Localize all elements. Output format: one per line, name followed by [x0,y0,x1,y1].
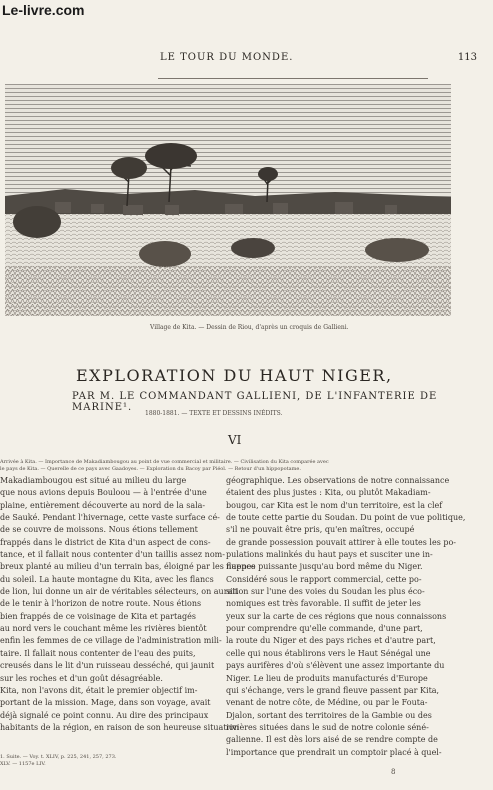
text-column-left [0,475,256,732]
text-line: plaine, entièrement découverte au nord de la sala- [0,500,206,510]
chapter-summary [0,459,456,473]
text-line: que nous avions depuis Bouloou — à l'entrée d'une [0,488,207,498]
text-line: fluence puissante jusqu'au bord même du Niger. [226,562,423,572]
text-line: étaient des plus justes : Kita, ou plutôt Makadiam- [226,488,431,498]
text-line: qui s'échange, vers le grand fleuve passent par Kita, [226,685,440,695]
text-line: la route du Niger et des pays riches et d'autre part, [226,636,436,646]
article-subtitle: PAR M. LE COMMANDANT GALLIENI, DE L'INFANTERIE DE MARINE¹. [72,391,438,413]
illustration-caption: Village de Kita. — Dessin de Riou, d'après un croquis de Gallieni. [150,324,349,331]
watermark: Le-livre.com [2,2,85,18]
running-title: LE TOUR DU MONDE. [160,52,294,63]
text-line: pulations malinkés du haut pays et susciter une in- [226,550,433,560]
summary-line: le pays de Kita. — Querelle de ce pays avec Gaadoyes. — Exploration du Bacoy par Piéol. — Retour d'un hippopotame. [0,466,301,472]
text-line: celle qui nous établirons vers le Haut Sénégal une [226,648,431,658]
text-line: nomiques est très favorable. Il suffit de jeter les [226,599,421,609]
text-line: du soleil. La haute montagne du Kita, avec les flancs [0,574,214,584]
footnote-line: XLV. — 1157e LIV. [0,761,46,767]
header-rule [158,78,428,79]
text-line: de Sauké. Pendant l'hivernage, cette vaste surface cé- [0,513,220,523]
text-line: de se couvre de moissons. Nous étions tellement [0,525,198,535]
text-line: venant de notre côte, de Médine, ou par le Fouta- [226,698,428,708]
text-line: sition sur l'une des voies du Soudan les plus éco- [226,587,425,597]
illustration [5,84,451,316]
text-line: de lion, lui donne un air de véritables sélecteurs, on aurait [0,587,239,597]
text-line: Makadiambougou est situé au milieu du large [0,476,187,485]
text-line: Kita, non l'avons dit, était le premier objectif im- [0,685,198,695]
text-line: rivières situées dans le sud de notre colonie séné- [226,722,429,732]
text-line: galienne. Il est dès lors aisé de se rendre compte de [226,735,438,745]
text-line: sur les roches et d'un goût désagréable. [0,673,163,683]
text-column-right [226,475,466,757]
text-line: pays aurifères d'où s'élèvent une assez importante du [226,661,445,671]
summary-line: Arrivée à Kita. — Importance de Makadiambougou au point de vue commercial et militaire. — Civilisation du Kita comparée avec [0,459,329,465]
text-line: au nord vers le couchant même les rivières bientôt [0,624,207,634]
footnote-line: 1. Suite. — Voy. t. XLIV, p. 225, 241, 257, 273. [0,754,117,760]
text-line: pour comprendre qu'elle commande, d'une part, [226,624,423,634]
text-line: Considéré sous le rapport commercial, cette po- [226,574,422,584]
text-line: frappés dans le district de Kita d'un aspect de cons- [0,537,211,547]
text-line: portant de la mission. Mage, dans son voyage, avait [0,698,211,708]
text-line: de le tenir à l'horizon de notre route. Nous étions [0,599,202,609]
text-line: bougou, car Kita est le nom d'un territoire, est la clef [226,500,443,510]
text-line: de grande possession pouvait attirer à elle toutes les po- [226,537,457,547]
text-line: enfin les femmes de ce village de l'administration mili- [0,636,222,646]
text-line: géographique. Les observations de notre connaissance [226,476,450,485]
page-number: 113 [457,52,477,63]
text-line: tance, et il fallait nous contenter d'un taillis assez nom- [0,550,225,560]
bottom-folio: 8 [391,768,396,776]
text-line: bien frappés de ce voisinage de Kita et partagés [0,611,196,621]
text-line: de toute cette partie du Soudan. Du point de vue politique, [226,513,466,523]
text-line: yeux sur la carte de ces régions que nous connaissons [226,611,447,621]
footnotes [0,754,200,768]
text-line: Djalon, sortant des territoires de la Gambie ou des [226,710,432,720]
text-line: creusés dans le lit d'un ruisseau desséché, qui jaunit [0,661,215,671]
page-header [10,52,477,68]
text-line: l'importance que prendrait un comptoir placé à quel- [226,747,442,757]
chapter-number: VI [228,433,242,447]
text-line: déjà signalé ce point connu. Au dire des principaux [0,710,209,720]
article-dateline: 1880-1881. — TEXTE ET DESSINS INÉDITS. [145,410,283,417]
text-line: s'il ne pouvait être pris, qu'en maîtres, occupé [226,525,415,535]
text-line: Niger. Le lieu de produits manufacturés d'Europe [226,673,428,683]
article-title: EXPLORATION DU HAUT NIGER, [76,366,393,385]
text-line: breux planté au milieu d'un terrain bas, éloigné par les nappes [0,562,256,572]
text-line: taire. Il fallait nous contenter de l'eau des puits, [0,648,196,658]
text-line: habitants de la région, en raison de son heureuse situation [0,722,240,732]
